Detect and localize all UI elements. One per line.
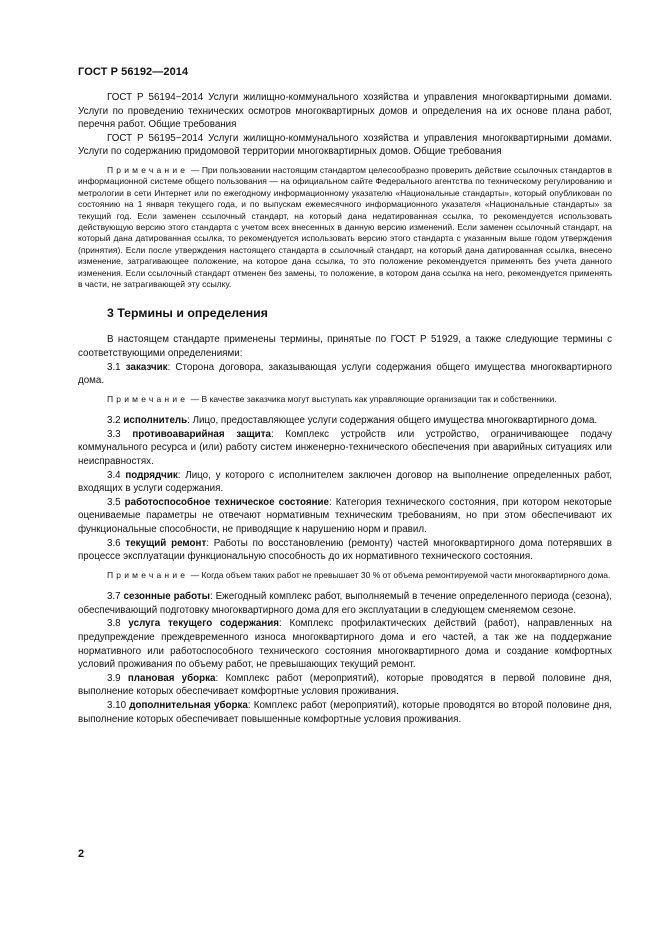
term-entry: [78, 414, 612, 428]
term-name: сезонные работы: [123, 591, 210, 603]
term-number: 3.6: [107, 537, 121, 549]
page-number: 2: [78, 848, 85, 860]
term-definition: : Работы по восстановлению (ремонту) частей многоквартирного дома потерявших в процессе эксплуатации функциональную способность до их нормативного технического состояния.: [78, 537, 612, 563]
note-text: — При пользовании настоящим стандартом целесообразно проверить действие ссылочных стандартов в информационной системе общего пользования — на официальном сайте Федерального агентства по техническому регулированию и метрологии в сети Интернет или по ежегодному информационному указателю «Национальные стандарты», который опубликован по состоянию на 1 января текущего года, и по выпускам ежемесячного информационного указателя «Национальные стандарты» за текущий год. Если заменен ссылочный стандарт, на который дана недатированная ссылка, то рекомендуется использовать действующую версию этого стандарта с учетом всех внесенных в данную версию изменений. Если заменен ссылочный стандарт, на который дана датированная ссылка, то рекомендуется использовать версию этого стандарта с указанным выше годом утверждения (принятия). Если после утверждения настоящего стандарта в ссылочный стандарт, на который дана датированная ссылка, внесено изменение, затрагивающее положение, на которое дана ссылка, то это положение рекомендуется применять без учета данного изменения. Если ссылочный стандарт отменен без замены, то положение, в котором дана ссылка на него, рекомендуется применять в части, не затрагивающей эту ссылку.: [78, 164, 612, 290]
section-title: 3 Термины и определения: [107, 306, 268, 321]
term-definition: : Лицо, у которого с исполнителем заключен договор на выполнение определенных работ, входящих в услуги содержания.: [78, 469, 612, 495]
term-entry: [78, 361, 612, 388]
term-number: 3.7: [107, 591, 121, 603]
term-entry: [78, 469, 612, 496]
term-entry: [78, 496, 612, 537]
term-number: 3.1: [107, 361, 121, 373]
reference-item: ГОСТ Р 56194−2014 Услуги жилищно-коммунального хозяйства и управления многоквартирными домами. Услуги по проведению технических осмотров многоквартирных домов и определения на их основе плана работ, перечня работ. Общие требования: [78, 92, 612, 131]
term-number: 3.8: [107, 618, 121, 630]
term-name: исполнитель: [123, 415, 188, 427]
term-definition: : Сторона договора, заказывающая услуги содержания общего имущества многоквартирного дома.: [78, 361, 612, 387]
term-definition: : Ежегодный комплекс работ, выполняемый в течение определенного периода (сезона), обеспечивающий подготовку многоквартирного дома для его эксплуатации в следующем сменяемом сезоне.: [78, 591, 612, 616]
reference-item: ГОСТ Р 56195−2014 Услуги жилищно-коммунального хозяйства и управления многоквартирными домами. Услуги по содержанию придомовой территории многоквартирных домов. Общие требования: [78, 132, 612, 158]
term-entry: [78, 428, 612, 469]
term-name: дополнительная уборка: [129, 699, 248, 711]
page-content: [78, 91, 612, 726]
term-name: плановая уборка: [127, 672, 216, 684]
term-name: услуга текущего содержания: [128, 618, 279, 630]
note-label: Примечание: [107, 164, 189, 175]
term-number: 3.5: [107, 496, 121, 508]
term-number: 3.9: [107, 672, 121, 684]
term-number: 3.10: [107, 699, 127, 711]
note-term-3-1: [78, 394, 612, 405]
note-label: Примечание: [107, 569, 189, 580]
note-text: — Когда объем таких работ не превышает 30 % от объема ремонтируемой части многоквартирного дома.: [190, 569, 611, 580]
term-name: заказчик: [125, 361, 168, 373]
term-name: противоаварийная защита: [132, 428, 271, 440]
term-definition: : Комплекс устройств или устройство, ограничивающее подачу коммунального ресурса и (или) работу систем инженерно-технического обеспечения при аварийных ситуациях или неисправностях.: [78, 428, 612, 467]
note-label: Примечание: [107, 393, 189, 404]
note-text: — В качестве заказчика могут выступать как управляющие организации так и собственники.: [190, 393, 557, 404]
note-term-3-6: [78, 570, 612, 581]
term-entry: [78, 590, 612, 617]
term-name: подрядчик: [125, 469, 178, 481]
term-definition: : Лицо, предоставляющее услуги содержания общего имущества многоквартирного дома.: [187, 415, 598, 427]
term-name: текущий ремонт: [125, 537, 207, 549]
term-name: работоспособное техническое состояние: [124, 496, 329, 508]
term-entry: [78, 537, 612, 564]
term-definition: : Комплекс работ (мероприятий), которые проводятся во второй половине дня, выполнение которых обеспечивает повышенные комфортные условия проживания.: [78, 699, 612, 725]
note-general: [78, 165, 612, 290]
term-number: 3.3: [107, 428, 121, 440]
term-number: 3.4: [107, 469, 121, 481]
term-entry: [78, 672, 612, 699]
term-entry: [78, 699, 612, 726]
term-definition: : Комплекс работ (мероприятий), которые проводятся в первой половине дня, выполнение которых обеспечивает комфортные условия проживания.: [78, 672, 612, 698]
term-number: 3.2: [107, 415, 121, 427]
document-code-header: ГОСТ Р 56192—2014: [78, 66, 189, 78]
section-intro: В настоящем стандарте применены термины, принятые по ГОСТ Р 51929, а также следующие термины с соответствующими определениями:: [78, 334, 612, 360]
term-entry: [78, 617, 612, 671]
term-definition: : Комплекс профилактических действий (работ), направленных на предупреждение преждевременного износа многоквартирного дома и его частей, а так же на поддержание нормативного или работоспособного технического состояния многоквартирного дома и создание комфортных условий проживания по объему работ, не превышающих текущий ремонт.: [78, 618, 612, 671]
term-definition: : Категория технического состояния, при котором некоторые оцениваемые параметры не отвечают нормативным техническим требованиям, но при этом обеспечивают их функциональные способности, не приводящие к нарушению норм и правил.: [78, 496, 612, 535]
